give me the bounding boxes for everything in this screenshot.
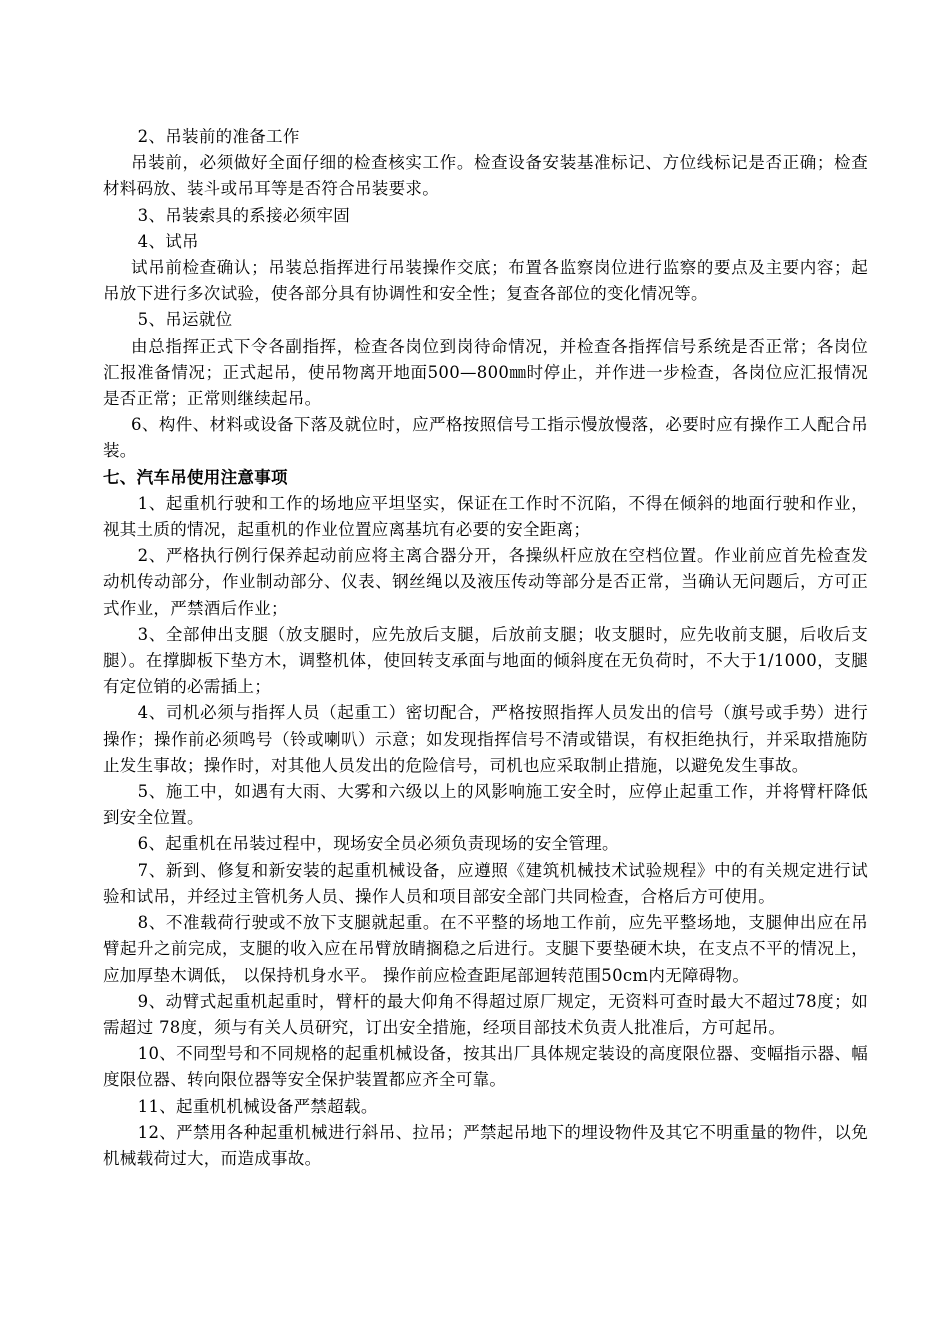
list-item: 9、动臂式起重机起重时，臂杆的最大仰角不得超过原厂规定，无资料可查时最大不超过78度；如需超过 78度，须与有关人员研究，订出安全措施，经项目部技术负责人批准后，方可起吊。 [103, 991, 868, 1037]
subsection-title: 4、试吊 [137, 231, 199, 251]
list-item: 2、严格执行例行保养起动前应将主离合器分开，各操纵杆应放在空档位置。作业前应首先检查发动机传动部分，作业制动部分、仪表、钢丝绳以及液压传动等部分是否正常，当确认无问题后，方可正式作业，严禁酒后作业； [103, 546, 868, 618]
list-item: 8、不准载荷行驶或不放下支腿就起重。在不平整的场地工作前，应先平整场地，支腿伸出应在吊臂起升之前完成，支腿的收入应在吊臂放睛搁稳之后进行。支腿下要垫硬木块，在支点不平的情况上，应加厚垫木调低， 以保持机身水平。 操作前应检查距尾部迴转范围50cm内无障碍物。 [103, 913, 868, 985]
subsection-title: 3、吊装索具的系接必须牢固 [137, 205, 351, 225]
list-item: 12、严禁用各种起重机械进行斜吊、拉吊；严禁起吊地下的埋设物件及其它不明重量的物件，以免机械载荷过大，而造成事故。 [103, 1122, 868, 1168]
list-item: 4、司机必须与指挥人员（起重工）密切配合，严格按照指挥人员发出的信号（旗号或手势）进行操作；操作前必须鸣号（铃或喇叭）示意；如发现指挥信号不清或错误，有权拒绝执行，并采取措施防止发生事故；操作时，对其他人员发出的危险信号，司机也应采取制止措施，以避免发生事故。 [103, 703, 868, 775]
list-item: 10、不同型号和不同规格的起重机械设备，按其出厂具体规定装设的高度限位器、变幅指示器、幅度限位器、转向限位器等安全保护装置都应齐全可靠。 [103, 1044, 868, 1090]
paragraph: 6、构件、材料或设备下落及就位时，应严格按照信号工指示慢放慢落，必要时应有操作工人配合吊装。 [103, 415, 868, 461]
list-item: 6、起重机在吊装过程中，现场安全员必须负责现场的安全管理。 [137, 834, 619, 854]
list-item: 3、全部伸出支腿（放支腿时，应先放后支腿，后放前支腿；收支腿时，应先收前支腿，后收后支腿）。在撑脚板下垫方木，调整机体，使回转支承面与地面的倾斜度在无负荷时，不大于1/1000，支腿有定位销的必需插上； [103, 624, 868, 697]
paragraph: 由总指挥正式下令各副指挥，检查各岗位到岗待命情况，并检查各指挥信号系统是否正常；各岗位汇报准备情况；正式起吊，使吊物离开地面500—800㎜时停止，并作进一步检查，各岗位应汇报情况是否正常；正常则继续起吊。 [103, 336, 868, 409]
paragraph: 吊装前，必须做好全面仔细的检查核实工作。检查设备安装基准标记、方位线标记是否正确；检查材料码放、装斗或吊耳等是否符合吊装要求。 [103, 153, 868, 199]
section-heading: 七、汽车吊使用注意事项 [103, 467, 288, 487]
list-item: 11、起重机机械设备严禁超载。 [137, 1096, 378, 1116]
paragraph: 试吊前检查确认；吊装总指挥进行吊装操作交底；布置各监察岗位进行监察的要点及主要内容；起吊放下进行多次试验，使各部分具有协调性和安全性；复查各部位的变化情况等。 [103, 258, 868, 304]
subsection-title: 2、吊装前的准备工作 [137, 127, 300, 146]
subsection-title: 5、吊运就位 [137, 310, 233, 330]
list-item: 7、新到、修复和新安装的起重机械设备，应遵照《建筑机械技术试验规程》中的有关规定进行试验和试吊，并经过主管机务人员、操作人员和项目部安全部门共同检查，合格后方可使用。 [103, 860, 868, 906]
document-page [103, 124, 868, 1172]
list-item: 1、起重机行驶和工作的场地应平坦坚实，保证在工作时不沉陷，不得在倾斜的地面行驶和作业，视其土质的情况，起重机的作业位置应离基坑有必要的安全距离； [103, 493, 868, 540]
list-item: 5、施工中，如遇有大雨、大雾和六级以上的风影响施工安全时，应停止起重工作，并将臂杆降低到安全位置。 [103, 782, 868, 828]
